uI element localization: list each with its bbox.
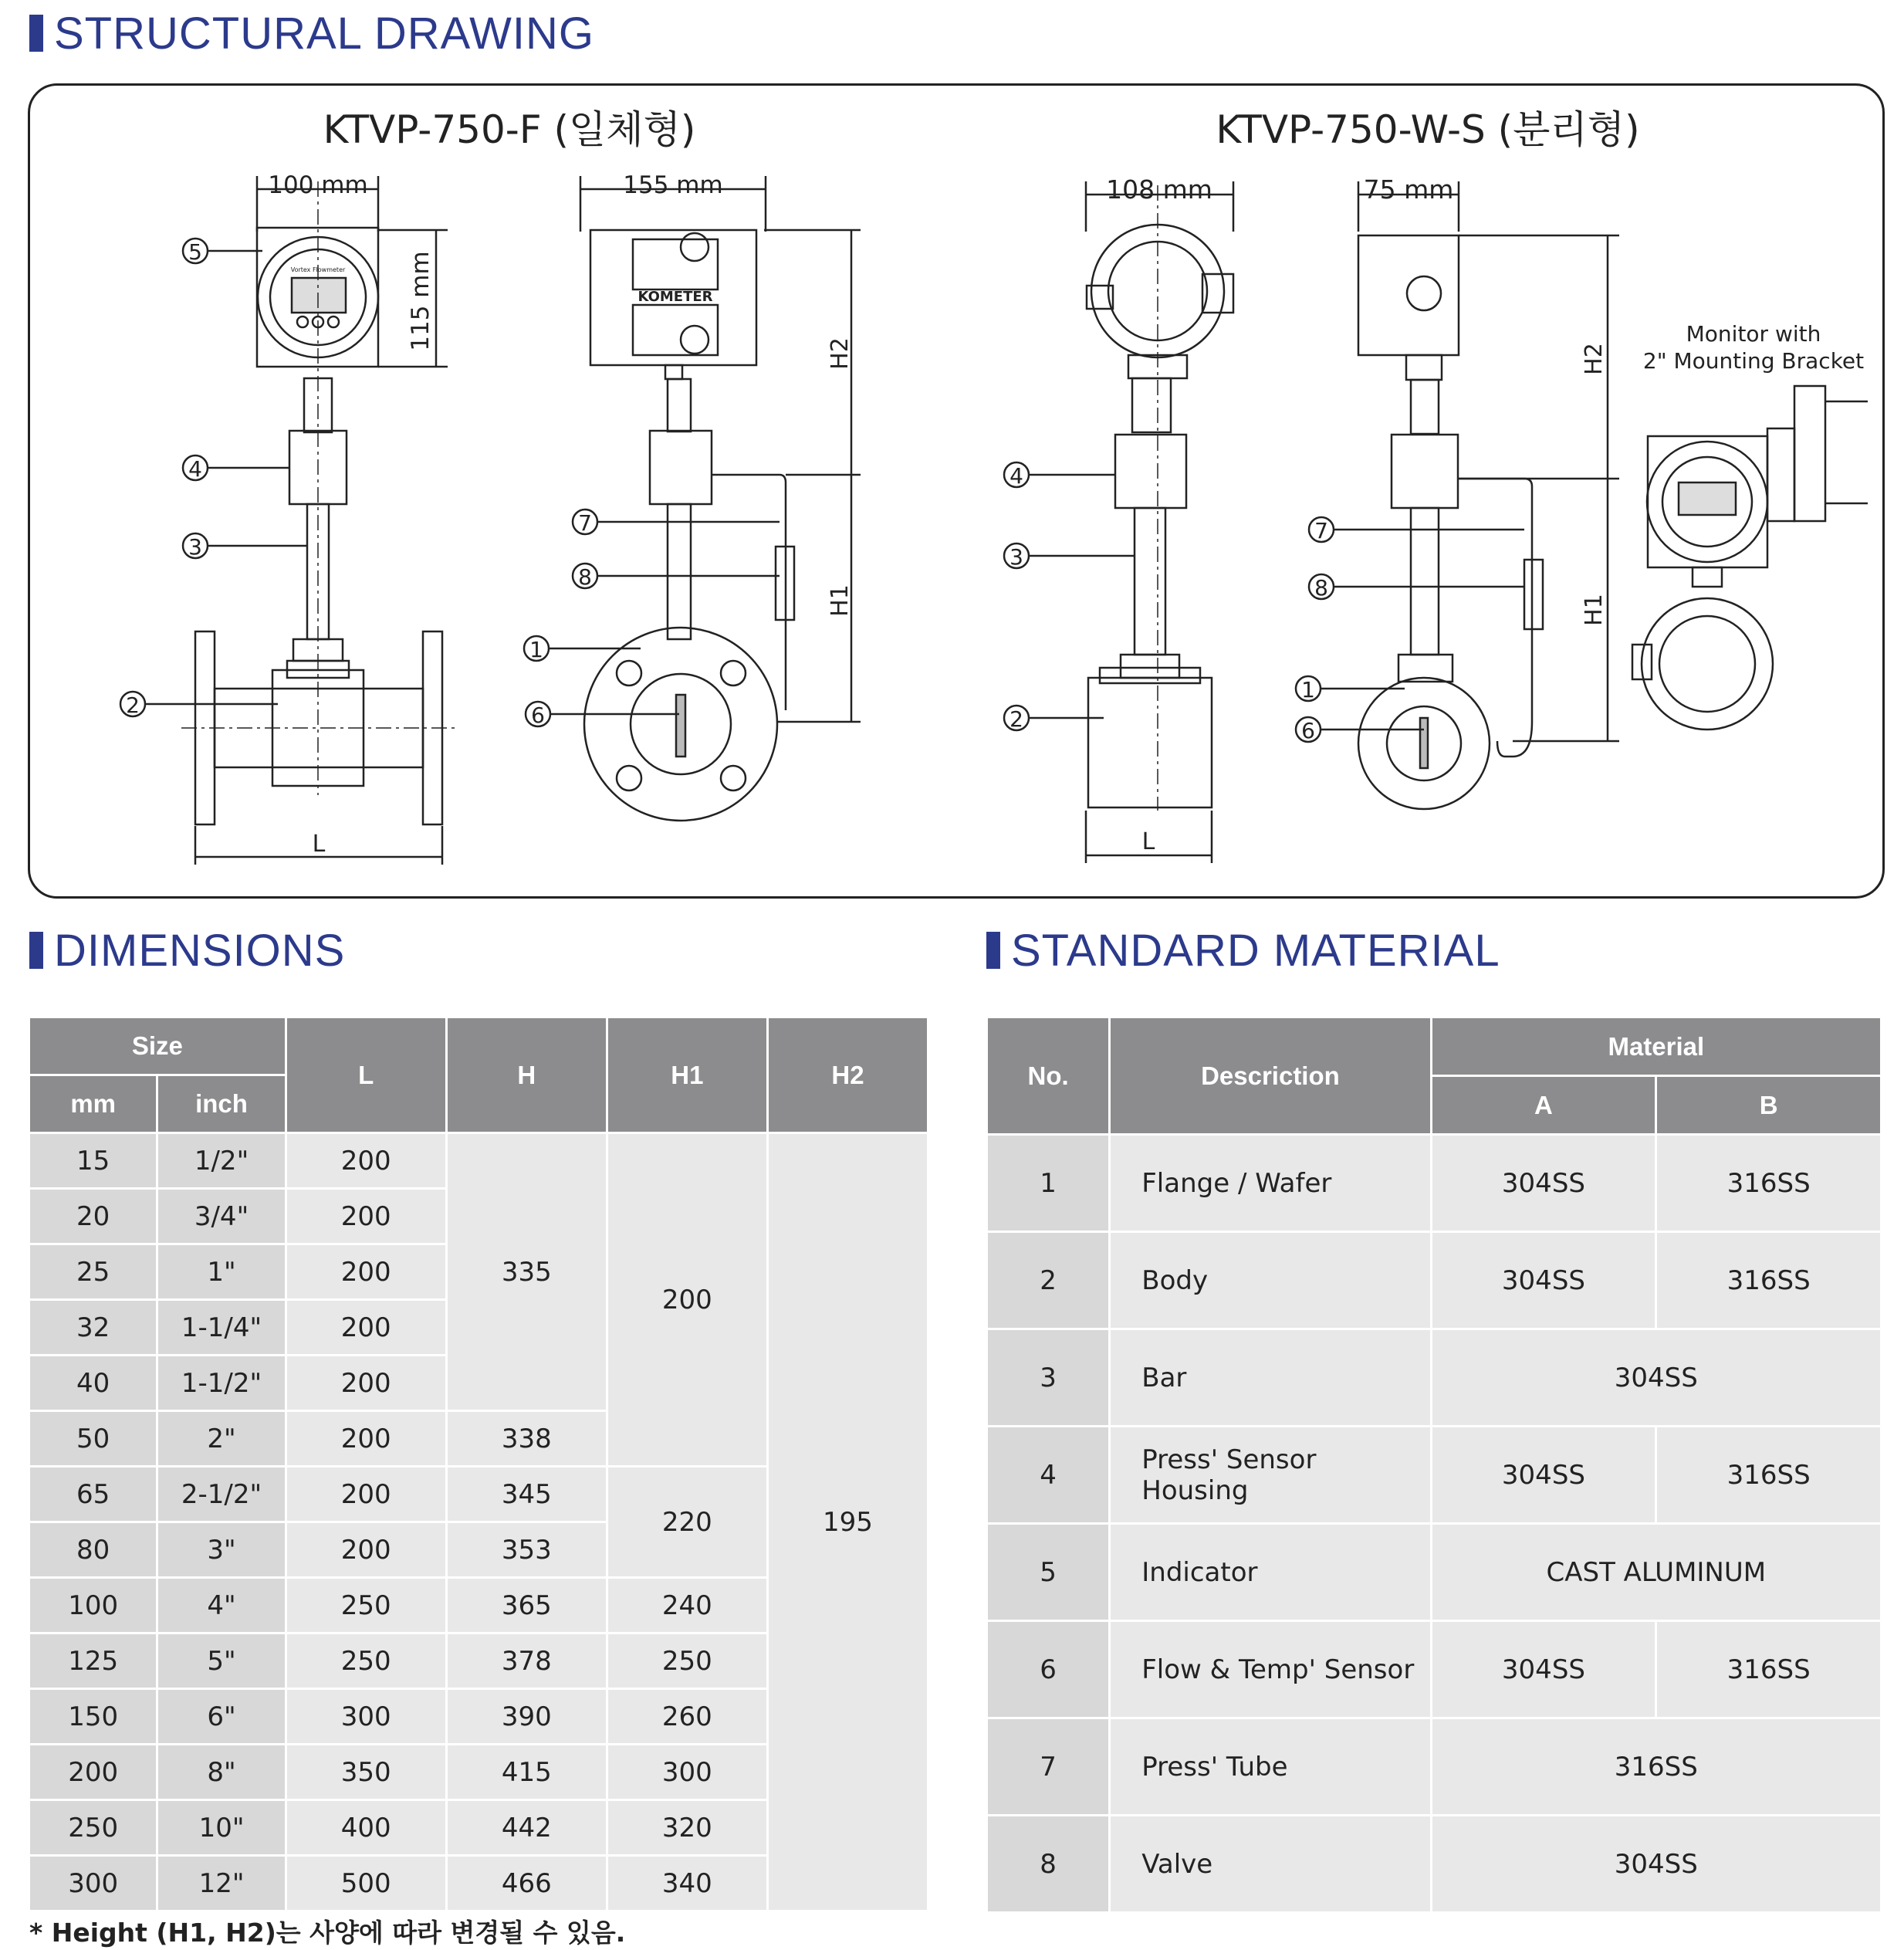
callout-8-a: 8 [578,564,592,590]
cell-mm: 65 [30,1468,156,1521]
cell-mm: 150 [30,1690,156,1743]
callout-2-b: 2 [1009,706,1023,732]
monitor-label-line2: 2" Mounting Bracket [1642,348,1865,374]
cell-h: 345 [448,1468,606,1521]
model-b-callouts [1004,462,1524,743]
cell-h1: 320 [608,1801,766,1854]
model-b-front-view [1086,174,1233,863]
cell-h: 335 [448,1134,606,1410]
cell-l: 250 [287,1579,445,1632]
cell-no: 8 [988,1816,1108,1911]
cell-no: 4 [988,1427,1108,1522]
dim-l-b: L [1141,828,1155,855]
material-label: STANDARD MATERIAL [1011,926,1500,976]
cell-h: 353 [448,1523,606,1576]
callout-3-a: 3 [188,534,202,560]
cell-description: Press' Sensor Housing [1111,1427,1429,1522]
cell-h2: 195 [769,1134,927,1910]
callout-2-a: 2 [126,692,140,718]
callout-1-a: 1 [529,637,543,662]
table-row [988,1816,1880,1911]
cell-mm: 100 [30,1579,156,1632]
cell-description: Indicator [1111,1525,1429,1620]
monitor-label-line1: Monitor with [1686,321,1821,347]
cell-inch: 3/4" [158,1190,284,1243]
cell-l: 200 [287,1134,445,1187]
title-bar [29,932,43,969]
cell-inch: 6" [158,1690,284,1743]
cell-material-b: 316SS [1657,1233,1880,1328]
dim-108mm: 108 mm [1106,174,1212,205]
callout-5-a: 5 [188,239,202,265]
cell-l: 200 [287,1245,445,1298]
callout-7-b: 7 [1314,518,1328,543]
cell-h1: 250 [608,1634,766,1688]
cell-material-a: 304SS [1432,1622,1655,1717]
header-h: H [448,1018,606,1132]
cell-h: 378 [448,1634,606,1688]
model-a-front-view [181,171,455,865]
cell-inch: 12" [158,1857,284,1910]
header-l: L [287,1018,445,1132]
cell-l: 350 [287,1745,445,1799]
cell-l: 200 [287,1523,445,1576]
cell-h1: 220 [608,1468,766,1576]
cell-mm: 25 [30,1245,156,1298]
dim-100mm: 100 mm [268,171,368,199]
table-row [988,1233,1880,1328]
cell-h1: 240 [608,1579,766,1632]
cell-no: 3 [988,1330,1108,1425]
dimensions-title [29,925,345,977]
header-inch: inch [158,1076,284,1132]
cell-material-ab: CAST ALUMINUM [1432,1525,1880,1620]
cell-description: Flow & Temp' Sensor [1111,1622,1429,1717]
cell-h1: 260 [608,1690,766,1743]
model-b-side-view [1358,174,1619,809]
cell-inch: 10" [158,1801,284,1854]
cell-l: 200 [287,1412,445,1465]
callout-1-b: 1 [1301,677,1315,702]
table-row [988,1622,1880,1717]
structural-drawing [0,0,1904,903]
model-a-side-view [580,171,861,821]
cell-l: 500 [287,1857,445,1910]
cell-inch: 2" [158,1412,284,1465]
cell-no: 2 [988,1233,1108,1328]
cell-h: 466 [448,1857,606,1910]
dimensions-label: DIMENSIONS [54,926,346,976]
dim-h2-a: H2 [827,337,854,370]
cell-no: 5 [988,1525,1108,1620]
model-a-callouts [120,239,780,728]
cell-no: 7 [988,1719,1108,1814]
dim-h2-b: H2 [1581,343,1608,375]
cell-h1: 200 [608,1134,766,1465]
cell-l: 400 [287,1801,445,1854]
cell-no: 6 [988,1622,1108,1717]
material-title [986,925,1500,977]
header-no: No. [988,1018,1108,1133]
cell-inch: 3" [158,1523,284,1576]
cell-description: Flange / Wafer [1111,1136,1429,1231]
callout-3-b: 3 [1009,544,1023,570]
cell-h1: 300 [608,1745,766,1799]
brand-label: KOMETER [637,289,713,305]
cell-material-b: 316SS [1657,1427,1880,1522]
header-mm: mm [30,1076,156,1132]
cell-h: 390 [448,1690,606,1743]
header-description: Descriction [1111,1018,1429,1133]
cell-description: Body [1111,1233,1429,1328]
cell-material-ab: 304SS [1432,1816,1880,1911]
table-row [988,1719,1880,1814]
dimensions-table [28,1016,929,1912]
cell-l: 300 [287,1690,445,1743]
cell-l: 200 [287,1301,445,1354]
header-h2: H2 [769,1018,927,1132]
cell-material-a: 304SS [1432,1427,1655,1522]
callout-7-a: 7 [578,510,592,536]
table-row [30,1134,927,1187]
cell-mm: 250 [30,1801,156,1854]
table-row [988,1427,1880,1522]
cell-h: 365 [448,1579,606,1632]
cell-mm: 20 [30,1190,156,1243]
cell-material-a: 304SS [1432,1233,1655,1328]
dim-h1-a: H1 [827,584,854,617]
cell-inch: 1" [158,1245,284,1298]
model-a-title: KTVP-750-F (일체형) [323,107,696,152]
model-b-title: KTVP-750-W-S (분리형) [1216,107,1640,152]
monitor-bracket-drawing [1632,321,1868,730]
cell-description: Bar [1111,1330,1429,1425]
cell-mm: 80 [30,1523,156,1576]
cell-no: 1 [988,1136,1108,1231]
cell-l: 250 [287,1634,445,1688]
dim-155mm: 155 mm [623,171,723,199]
cell-l: 200 [287,1190,445,1243]
cell-mm: 15 [30,1134,156,1187]
callout-6-a: 6 [531,702,545,728]
cell-mm: 300 [30,1857,156,1910]
title-bar [986,932,1000,969]
cell-inch: 8" [158,1745,284,1799]
cell-material-ab: 304SS [1432,1330,1880,1425]
dim-l-a: L [312,831,326,858]
cell-description: Valve [1111,1816,1429,1911]
callout-4-a: 4 [188,456,202,482]
indicator-label: Vortex Flowmeter [290,266,346,273]
cell-material-a: 304SS [1432,1136,1655,1231]
cell-inch: 5" [158,1634,284,1688]
cell-mm: 32 [30,1301,156,1354]
cell-inch: 4" [158,1579,284,1632]
cell-h: 338 [448,1412,606,1465]
cell-mm: 200 [30,1745,156,1799]
cell-material-ab: 316SS [1432,1719,1880,1814]
cell-mm: 40 [30,1356,156,1410]
dim-115mm: 115 mm [407,251,435,351]
cell-material-b: 316SS [1657,1622,1880,1717]
cell-mm: 50 [30,1412,156,1465]
cell-h: 442 [448,1801,606,1854]
cell-mm: 125 [30,1634,156,1688]
cell-inch: 2-1/2" [158,1468,284,1521]
header-a: A [1432,1077,1655,1133]
table-row [988,1525,1880,1620]
cell-material-b: 316SS [1657,1136,1880,1231]
cell-l: 200 [287,1468,445,1521]
cell-inch: 1-1/2" [158,1356,284,1410]
header-material: Material [1432,1018,1880,1075]
cell-l: 200 [287,1356,445,1410]
cell-h: 415 [448,1745,606,1799]
callout-8-b: 8 [1314,575,1328,601]
cell-inch: 1-1/4" [158,1301,284,1354]
height-footnote: * Height (H1, H2)는 사양에 따라 변경될 수 있음. [29,1918,626,1948]
header-h1: H1 [608,1018,766,1132]
table-row [988,1330,1880,1425]
cell-description: Press' Tube [1111,1719,1429,1814]
structural-drawing-label: STRUCTURAL DRAWING [54,8,595,59]
cell-inch: 1/2" [158,1134,284,1187]
header-size: Size [30,1018,285,1074]
table-row [988,1136,1880,1231]
material-table [986,1016,1882,1914]
dim-h1-b: H1 [1581,594,1608,626]
dim-75mm: 75 mm [1363,174,1454,205]
header-b: B [1657,1077,1880,1133]
cell-h1: 340 [608,1857,766,1910]
callout-4-b: 4 [1009,463,1023,489]
callout-6-b: 6 [1301,718,1315,743]
